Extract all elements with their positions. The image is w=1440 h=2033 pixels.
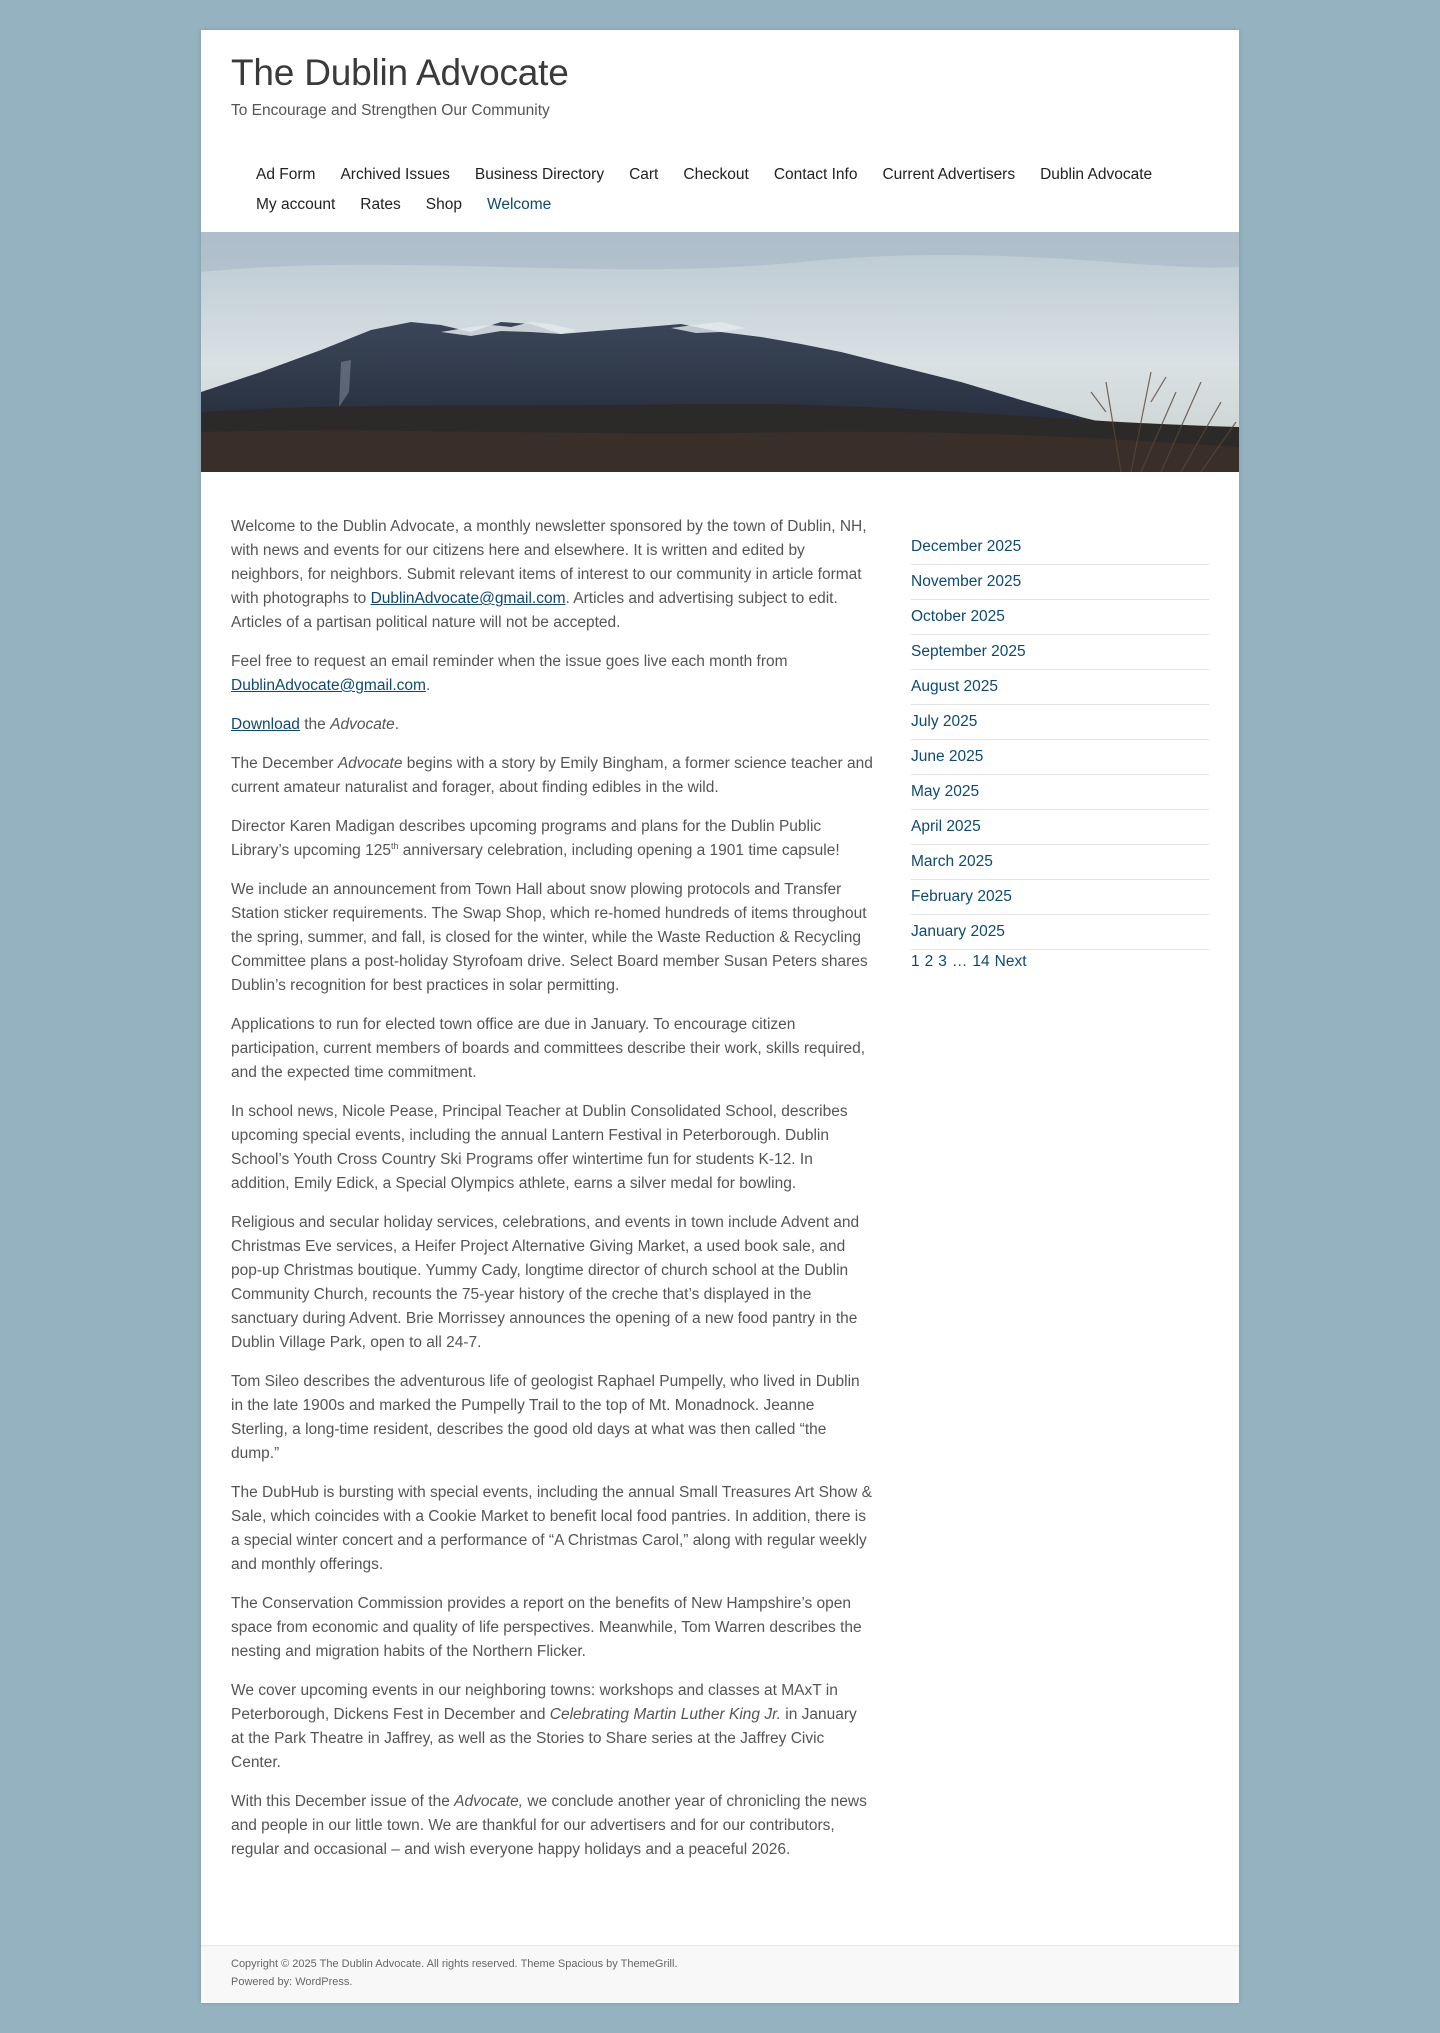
intro-paragraph [231, 515, 873, 635]
text: We cover upcoming events in our neighboring towns: workshops and classes at MAxT in Peterborough, Dickens Fest in December and [231, 1682, 838, 1723]
archive-link-october-2025[interactable]: October 2025 [911, 600, 1209, 635]
sidebar-archives [911, 530, 1209, 974]
nav-item-dublin-advocate[interactable]: Dublin Advocate [1040, 166, 1153, 183]
nav-item-contact-info[interactable]: Contact Info [773, 166, 858, 183]
article-paragraph-closing [231, 1790, 873, 1862]
article-paragraph-dubhub: The DubHub is bursting with special events, including the annual Small Treasures Art Show & Sale, which coincides with a Cookie Market to benefit local food pantries. In addition, there is a special winter concert and a performance of “A Christmas Carol,” along with regular weekly and monthly offerings. [231, 1484, 873, 1573]
intro-text-a: Welcome to the Dublin Advocate, a monthly newsletter sponsored by the town of Dublin, NH, with news and events for our citizens here and elsewhere. It is written and edited by neighbors, for neighbors. Submit relevant items of interest to our community in article format with photographs to [231, 518, 867, 607]
reminder-email-link[interactable]: DublinAdvocate@gmail.com [231, 677, 426, 694]
archive-link-february-2025[interactable]: February 2025 [911, 880, 1209, 915]
nav-item-cart[interactable]: Cart [629, 166, 659, 183]
nav-item-checkout[interactable]: Checkout [683, 166, 749, 183]
archive-link-may-2025[interactable]: May 2025 [911, 775, 1209, 810]
page-link-2[interactable]: 2 [924, 953, 934, 970]
text: With this December issue of the [231, 1793, 455, 1810]
article-paragraph-pumpelly: Tom Sileo describes the adventurous life of geologist Raphael Pumpelly, who lived in Dublin in the late 1900s and marked the Pumpelly Trail to the top of Mt. Monadnock. Jeanne Sterling, a long-time resident, describes the good old days at what was then called “the dump.” [231, 1373, 860, 1462]
archive-link-january-2025[interactable]: January 2025 [911, 915, 1209, 950]
archive-link-june-2025[interactable]: June 2025 [911, 740, 1209, 775]
archive-link-november-2025[interactable]: November 2025 [911, 565, 1209, 600]
header-image-mountain [201, 232, 1239, 472]
reminder-text: Feel free to request an email reminder when the issue goes live each month from [231, 653, 788, 670]
nav-item-current-advertisers[interactable]: Current Advertisers [882, 166, 1016, 183]
advocate-italic: Advocate [337, 755, 403, 772]
reminder-end: . [425, 677, 431, 694]
footer-copyright: Copyright © 2025 The Dublin Advocate. All rights reserved. Theme Spacious by ThemeGrill. [231, 1958, 678, 1970]
download-text: the [299, 716, 331, 733]
download-link[interactable]: Download [231, 716, 300, 733]
footer-powered-by: Powered by: WordPress. [231, 1976, 353, 1988]
advocate-italic: Advocate, [454, 1793, 524, 1810]
text: Director Karen Madigan describes upcoming programs and plans for the Dublin Public Library’s upcoming 125 [231, 818, 822, 859]
page-ellipsis: … [951, 953, 968, 970]
site-tagline: To Encourage and Strengthen Our Community [231, 102, 550, 119]
site-title[interactable]: The Dublin Advocate [231, 52, 569, 93]
text: in January at the Park Theatre in Jaffrey, as well as the Stories to Share series at the Jaffrey Civic Center. [231, 1706, 857, 1771]
archive-link-april-2025[interactable]: April 2025 [911, 810, 1209, 845]
text: anniversary celebration, including opening a 1901 time capsule! [398, 842, 840, 859]
page-link-14[interactable]: 14 [972, 953, 990, 970]
article-paragraph-neighbors [231, 1679, 873, 1775]
nav-item-welcome[interactable]: Welcome [486, 196, 552, 213]
text: The December [231, 755, 338, 772]
archive-link-september-2025[interactable]: September 2025 [911, 635, 1209, 670]
site-footer [201, 1945, 1239, 2003]
page-link-3[interactable]: 3 [938, 953, 947, 970]
nav-item-my-account[interactable]: My account [256, 196, 336, 213]
archive-link-march-2025[interactable]: March 2025 [911, 845, 1209, 880]
article-paragraph-conservation: The Conservation Commission provides a report on the benefits of New Hampshire’s open space from economic and quality of life perspectives. Meanwhile, Tom Warren describes the nesting and migration habits of the Northern Flicker. [231, 1595, 862, 1660]
page-link-1[interactable]: 1 [911, 953, 920, 970]
page-container [201, 30, 1239, 2003]
archive-link-december-2025[interactable]: December 2025 [911, 530, 1209, 565]
reminder-paragraph [231, 650, 873, 698]
nav-item-shop[interactable]: Shop [425, 196, 462, 213]
advocate-italic: Advocate [330, 716, 395, 733]
article-paragraph-library [231, 815, 873, 863]
main-article [231, 515, 873, 1877]
archive-link-august-2025[interactable]: August 2025 [911, 670, 1209, 705]
nav-item-archived-issues[interactable]: Archived Issues [340, 166, 450, 183]
article-paragraph-elections: Applications to run for elected town office are due in January. To encourage citizen participation, current members of boards and committees describe their work, skills required, and the expected time commitment. [231, 1016, 866, 1081]
intro-text-b: . Articles and advertising subject to edit. Articles of a partisan political nature will not be accepted. [231, 590, 838, 631]
nav-item-rates[interactable]: Rates [360, 196, 401, 213]
nav-item-ad-form[interactable]: Ad Form [256, 166, 316, 183]
article-paragraph-school: In school news, Nicole Pease, Principal Teacher at Dublin Consolidated School, describes upcoming special events, including the annual Lantern Festival in Peterborough. Dublin School’s Youth Cross Country Ski Programs offer wintertime fun for students K-12. In addition, Emily Edick, a Special Olympics athlete, earns a silver medal for bowling. [231, 1103, 848, 1192]
article-paragraph-holiday: Religious and secular holiday services, celebrations, and events in town include Advent and Christmas Eve services, a Heifer Project Alternative Giving Market, a used book sale, and pop-up Christmas boutique. Yummy Cady, longtime director of church school at the Dublin Community Church, recounts the 75-year history of the creche that’s displayed in the sanctuary during Advent. Brie Morrissey announces the opening of a new food pantry in the Dublin Village Park, open to all 24-7. [231, 1214, 860, 1351]
mountain-landscape-illustration [201, 232, 1239, 472]
italic-title: Celebrating Martin Luther King Jr. [549, 1706, 781, 1723]
download-end: . [394, 716, 400, 733]
text: begins with a story by Emily Bingham, a former science teacher and current amateur naturalist and forager, about finding edibles in the wild. [231, 755, 873, 796]
text: we conclude another year of chronicling the news and people in our little town. We are thankful for our advertisers and for our contributors, regular and occasional – and wish everyone happy holidays and a peaceful 2026. [231, 1793, 867, 1858]
superscript: th [390, 840, 399, 851]
download-paragraph [231, 713, 873, 737]
article-paragraph-december [231, 752, 873, 800]
nav-item-business-directory[interactable]: Business Directory [474, 166, 605, 183]
main-navigation [256, 160, 1216, 220]
page-next-link[interactable]: Next [994, 953, 1027, 970]
archive-link-july-2025[interactable]: July 2025 [911, 705, 1209, 740]
archive-pagination [911, 950, 1209, 974]
article-paragraph-town-hall: We include an announcement from Town Hall about snow plowing protocols and Transfer Station sticker requirements. The Swap Shop, which re-homed hundreds of items throughout the spring, summer, and fall, is closed for the winter, while the Waste Reduction & Recycling Committee plans a post-holiday Styrofoam drive. Select Board member Susan Peters shares Dublin’s recognition for best practices in solar permitting. [231, 881, 868, 994]
email-link[interactable]: DublinAdvocate@gmail.com [370, 590, 566, 607]
